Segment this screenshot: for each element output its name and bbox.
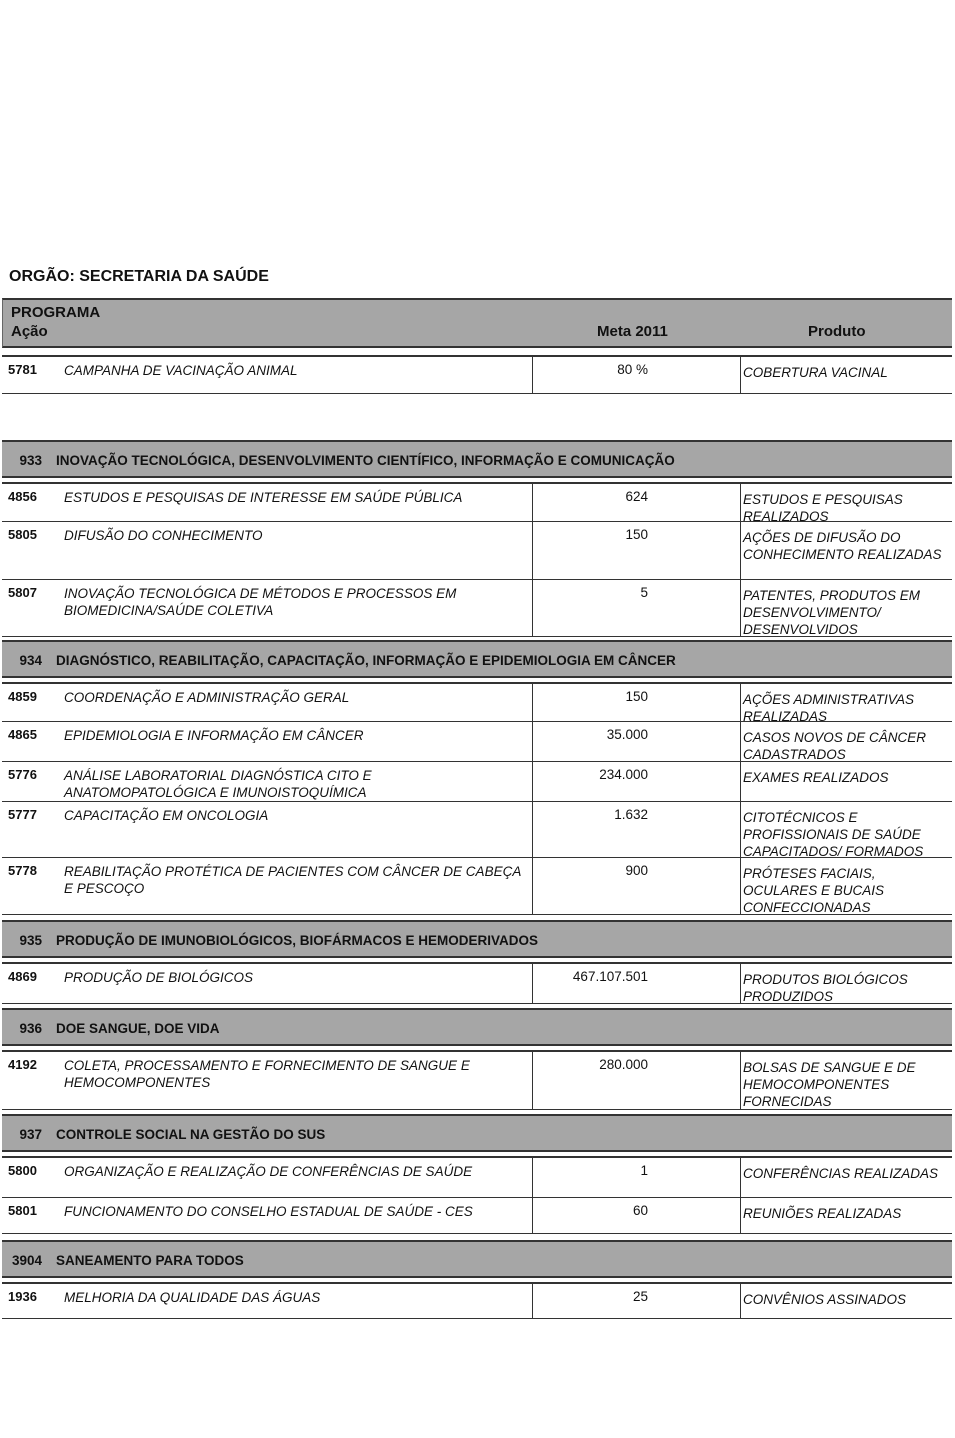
column-divider <box>740 522 741 579</box>
meta-value: 900 <box>625 863 648 878</box>
action-description: MELHORIA DA QUALIDADE DAS ÁGUAS <box>64 1290 321 1305</box>
action-code: 5800 <box>8 1163 37 1178</box>
action-description: DIFUSÃO DO CONHECIMENTO <box>64 528 263 543</box>
product-value: BOLSAS DE SANGUE E DE HEMOCOMPONENTES FORNECIDAS <box>743 1060 916 1109</box>
program-section-header <box>2 1114 952 1152</box>
action-code: 5781 <box>8 362 37 377</box>
meta-value: 234.000 <box>599 767 648 782</box>
header-acao: Ação <box>11 323 48 340</box>
table-row <box>2 1050 952 1110</box>
table-row <box>2 1282 952 1319</box>
column-divider <box>740 722 741 761</box>
action-code: 5777 <box>8 807 37 822</box>
meta-value: 35.000 <box>606 727 648 742</box>
product-value: EXAMES REALIZADOS <box>743 770 889 785</box>
program-number: 936 <box>19 1021 42 1036</box>
column-divider <box>740 484 741 521</box>
program-number: 935 <box>19 933 42 948</box>
action-code: 4859 <box>8 689 37 704</box>
action-description: ESTUDOS E PESQUISAS DE INTERESSE EM SAÚDE PÚBLICA <box>64 490 463 505</box>
product-value: AÇÕES ADMINISTRATIVAS REALIZADAS <box>743 692 915 724</box>
program-number: 3904 <box>11 1253 42 1268</box>
action-code: 4856 <box>8 489 37 504</box>
action-code: 5805 <box>8 527 37 542</box>
action-description: PRODUÇÃO DE BIOLÓGICOS <box>64 970 254 985</box>
action-description: REABILITAÇÃO PROTÉTICA DE PACIENTES COM CÂNCER DE CABEÇA E PESCOÇO <box>64 864 521 896</box>
program-section-header <box>2 1240 952 1278</box>
program-number: 933 <box>19 453 42 468</box>
action-code: 4869 <box>8 969 37 984</box>
table-row <box>2 1198 952 1234</box>
column-divider <box>740 1158 741 1197</box>
action-code: 5778 <box>8 863 37 878</box>
table-row <box>2 355 952 394</box>
action-description: FUNCIONAMENTO DO CONSELHO ESTADUAL DE SAÚDE - CES <box>64 1204 473 1219</box>
header-meta: Meta 2011 <box>597 323 668 340</box>
product-value: PATENTES, PRODUTOS EM DESENVOLVIMENTO/ DESENVOLVIDOS <box>743 588 921 637</box>
product-value: PRÓTESES FACIAIS, OCULARES E BUCAIS CONFECCIONADAS <box>743 866 885 915</box>
meta-value: 5 <box>640 585 648 600</box>
action-description: COLETA, PROCESSAMENTO E FORNECIMENTO DE SANGUE E HEMOCOMPONENTES <box>64 1058 470 1090</box>
meta-value: 624 <box>625 489 648 504</box>
table-row <box>2 522 952 580</box>
product-value: COBERTURA VACINAL <box>743 365 888 380</box>
product-value: PRODUTOS BIOLÓGICOS PRODUZIDOS <box>743 972 908 1004</box>
column-divider <box>740 762 741 801</box>
action-code: 4192 <box>8 1057 37 1072</box>
program-name: PRODUÇÃO DE IMUNOBIOLÓGICOS, BIOFÁRMACOS E HEMODERIVADOS <box>56 933 539 948</box>
program-name: DOE SANGUE, DOE VIDA <box>56 1021 220 1036</box>
meta-value: 25 <box>632 1289 648 1304</box>
column-divider <box>740 580 741 636</box>
action-description: CAPACITAÇÃO EM ONCOLOGIA <box>64 808 269 823</box>
table-row <box>2 682 952 722</box>
program-name: SANEAMENTO PARA TODOS <box>56 1253 244 1268</box>
action-code: 5807 <box>8 585 37 600</box>
column-divider <box>740 1198 741 1233</box>
program-section-header <box>2 1008 952 1046</box>
product-value: AÇÕES DE DIFUSÃO DO CONHECIMENTO REALIZADAS <box>743 530 942 562</box>
product-value: CONFERÊNCIAS REALIZADAS <box>743 1166 939 1181</box>
meta-value: 150 <box>625 527 648 542</box>
action-code: 5801 <box>8 1203 37 1218</box>
meta-value: 280.000 <box>599 1057 648 1072</box>
table-row <box>2 722 952 762</box>
program-name: CONTROLE SOCIAL NA GESTÃO DO SUS <box>56 1127 326 1142</box>
action-code: 4865 <box>8 727 37 742</box>
table-row <box>2 762 952 802</box>
program-section-header <box>2 440 952 478</box>
action-description: CAMPANHA DE VACINAÇÃO ANIMAL <box>64 363 298 378</box>
column-divider <box>740 1052 741 1109</box>
column-divider <box>740 357 741 393</box>
action-description: ANÁLISE LABORATORIAL DIAGNÓSTICA CITO E ANATOMOPATOLÓGICA E IMUNOISTOQUÍMICA <box>64 768 372 800</box>
table-row <box>2 580 952 637</box>
column-divider <box>740 858 741 914</box>
product-value: REUNIÕES REALIZADAS <box>743 1206 902 1221</box>
meta-value: 1 <box>640 1163 648 1178</box>
action-description: INOVAÇÃO TECNOLÓGICA DE MÉTODOS E PROCESSOS EM BIOMEDICINA/SAÚDE COLETIVA <box>64 586 457 618</box>
table-row <box>2 802 952 858</box>
meta-value: 467.107.501 <box>572 969 648 984</box>
meta-value: 80 % <box>617 362 648 377</box>
column-divider <box>740 684 741 721</box>
program-number: 934 <box>19 653 42 668</box>
product-value: CASOS NOVOS DE CÂNCER CADASTRADOS <box>743 730 927 762</box>
program-section-header <box>2 640 952 678</box>
action-code: 5776 <box>8 767 37 782</box>
action-description: EPIDEMIOLOGIA E INFORMAÇÃO EM CÂNCER <box>64 728 364 743</box>
column-divider <box>740 802 741 857</box>
action-description: COORDENAÇÃO E ADMINISTRAÇÃO GERAL <box>64 690 350 705</box>
meta-value: 1.632 <box>614 807 648 822</box>
product-value: ESTUDOS E PESQUISAS REALIZADOS <box>743 492 903 524</box>
meta-value: 60 <box>632 1203 648 1218</box>
program-section-header <box>2 920 952 958</box>
product-value: CONVÊNIOS ASSINADOS <box>743 1292 907 1307</box>
column-divider <box>740 1284 741 1318</box>
table-row <box>2 858 952 915</box>
header-programa: PROGRAMA <box>11 304 101 321</box>
program-number: 937 <box>19 1127 42 1142</box>
orgao-title: ORGÃO: SECRETARIA DA SAÚDE <box>9 268 269 285</box>
table-row <box>2 1156 952 1198</box>
action-code: 1936 <box>8 1289 37 1304</box>
action-description: ORGANIZAÇÃO E REALIZAÇÃO DE CONFERÊNCIAS DE SAÚDE <box>64 1164 473 1179</box>
column-divider <box>740 964 741 1003</box>
program-name: DIAGNÓSTICO, REABILITAÇÃO, CAPACITAÇÃO, INFORMAÇÃO E EPIDEMIOLOGIA EM CÂNCER <box>56 653 676 668</box>
product-value: CITOTÉCNICOS E PROFISSIONAIS DE SAÚDE CAPACITADOS/ FORMADOS <box>743 810 924 859</box>
table-header <box>2 298 952 348</box>
header-produto: Produto <box>808 323 866 340</box>
table-row <box>2 962 952 1004</box>
program-name: INOVAÇÃO TECNOLÓGICA, DESENVOLVIMENTO CIENTÍFICO, INFORMAÇÃO E COMUNICAÇÃO <box>56 453 675 468</box>
meta-value: 150 <box>625 689 648 704</box>
table-row <box>2 482 952 522</box>
